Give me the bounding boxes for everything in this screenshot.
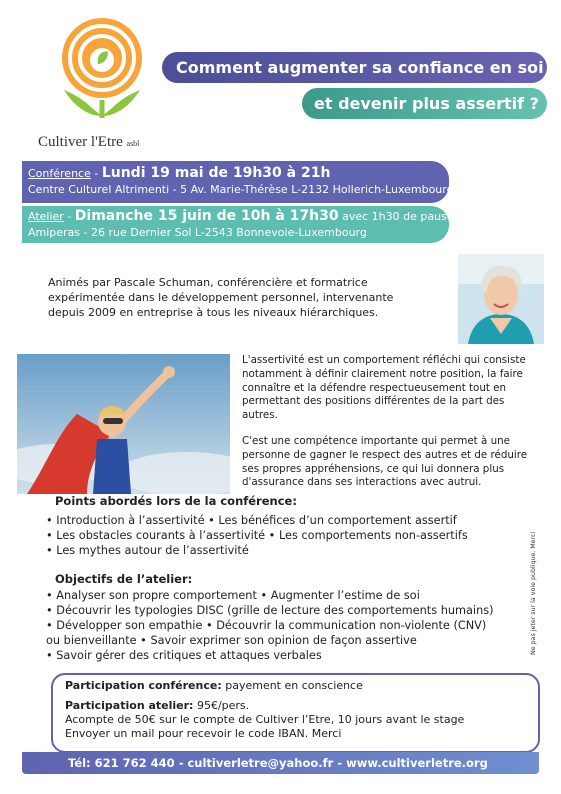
logo-name-text: Cultiver l'Etre [38, 134, 123, 150]
speaker-bio: Animés par Pascale Schuman, conférencière et formatrice expérimentée dans le développement personnel, intervenante depuis 2009 en entreprise à tous les niveaux hiérarchiques. [48, 276, 394, 319]
logo-name [38, 134, 178, 151]
hero-photo [17, 354, 230, 494]
participation-conference [65, 679, 538, 693]
list-item: • Analyser son propre comportement • Augmenter l’estime de soi [46, 589, 420, 602]
side-note: Ne pas jeter sur la voie publique. Merci [530, 531, 537, 655]
participation-atelier [65, 699, 538, 713]
logo-emblem-icon [52, 8, 152, 133]
list-item: • Savoir gérer des critiques et attaques verbales [46, 649, 322, 662]
list-item: • Les mythes autour de l’assertivité [46, 544, 249, 557]
logo [38, 8, 158, 158]
atelier-date-note: avec 1h30 de pause [338, 210, 454, 223]
conference-place: Centre Culturel Altrimenti - 5 Av. Marie-Thérèse L-2132 Hollerich-Luxembourg [28, 183, 454, 196]
participation-box [51, 673, 540, 753]
conference-date: Lundi 19 mai de 19h30 à 21h [101, 165, 331, 181]
definition-paragraph-1: L'assertivité est un comportement réfléchi qui consiste notamment à définir clairement notre position, la faire connaître et la défendre respectueusement tout en permettant des positions différentes de la part des autres. [242, 354, 526, 422]
participation-atelier-label: Participation atelier: [65, 699, 194, 712]
conference-label: Conférence [28, 167, 91, 180]
participation-deposit: Acompte de 50€ sur le compte de Cultiver l’Etre, 10 jours avant le stage [65, 713, 465, 726]
logo-suffix: asbl [126, 139, 140, 148]
atelier-label: Atelier [28, 210, 64, 223]
contact-footer: Tél: 621 762 440 - cultiverletre@yahoo.fr - www.cultiverletre.org [22, 752, 539, 774]
participation-atelier-value: 95€/pers. [193, 699, 250, 712]
participation-conference-label: Participation conférence: [65, 679, 222, 692]
definition-paragraph-2: C'est une compétence importante qui permet à une personne de gagner le respect des autres et de réduire ses propres appréhensions, ce qui lui donnera plus d'assurance dans ses interactions avec autrui. [242, 434, 528, 489]
participation-iban: Envoyer un mail pour recevoir le code IBAN. Merci [65, 727, 342, 740]
atelier-date: Dimanche 15 juin de 10h à 17h30 [74, 208, 339, 224]
list-item: • Les obstacles courants à l’assertivité • Les comportements non-assertifs [46, 529, 468, 542]
list-item: • Développer son empathie • Découvrir la communication non-violente (CNV) [46, 619, 487, 632]
title-line-2: et devenir plus assertif ? [302, 88, 547, 119]
list-item: • Introduction à l’assertivité • Les bénéfices d’un comportement assertif [46, 514, 457, 527]
conference-band [22, 161, 454, 203]
points-title: Points abordés lors de la conférence: [55, 494, 297, 508]
atelier-band [22, 206, 454, 243]
participation-conference-value: payement en conscience [221, 679, 363, 692]
objectives-list [46, 588, 494, 663]
points-list [46, 513, 468, 558]
title-line-1: Comment augmenter sa confiance en soi [162, 52, 547, 83]
conference-sep: - [90, 167, 102, 180]
list-item: • Découvrir les typologies DISC (grille de lecture des comportements humains) [46, 604, 494, 617]
assertiveness-definition [242, 354, 542, 490]
atelier-sep: - [63, 210, 75, 223]
list-item: ou bienveillante • Savoir exprimer son opinion de façon assertive [46, 634, 417, 647]
speaker-portrait [458, 254, 544, 344]
objectives-title: Objectifs de l’atelier: [55, 572, 193, 586]
atelier-place: Amiperas - 26 rue Dernier Sol L-2543 Bonnevoie-Luxembourg [28, 226, 367, 239]
